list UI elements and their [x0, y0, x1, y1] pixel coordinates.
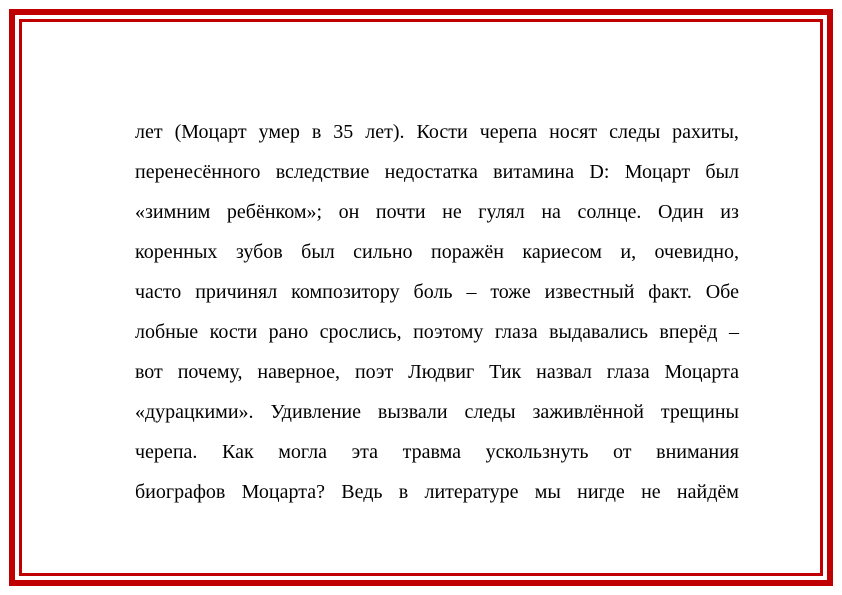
text-line: вот почему, наверное, поэт Людвиг Тик назвал глаза Моцарта [135, 361, 739, 383]
text-line: перенесённого вследствие недостатка витамина D: Моцарт был [135, 161, 739, 183]
text-line: лобные кости рано срослись, поэтому глаза выдавались вперёд – [135, 321, 739, 343]
text-line: лет (Моцарт умер в 35 лет). Кости черепа носят следы рахиты, [135, 121, 739, 143]
text-line: биографов Моцарта? Ведь в литературе мы нигде не найдём [135, 481, 739, 503]
text-line: часто причинял композитору боль – тоже известный факт. Обе [135, 281, 739, 303]
text-line: коренных зубов был сильно поражён кариесом и, очевидно, [135, 241, 739, 263]
text-line: «зимним ребёнком»; он почти не гулял на солнце. Один из [135, 201, 739, 223]
text-line: «дурацкими». Удивление вызвали следы заживлённой трещины [135, 401, 739, 423]
document-body [135, 112, 739, 512]
text-line: черепа. Как могла эта травма ускользнуть от внимания [135, 441, 739, 463]
